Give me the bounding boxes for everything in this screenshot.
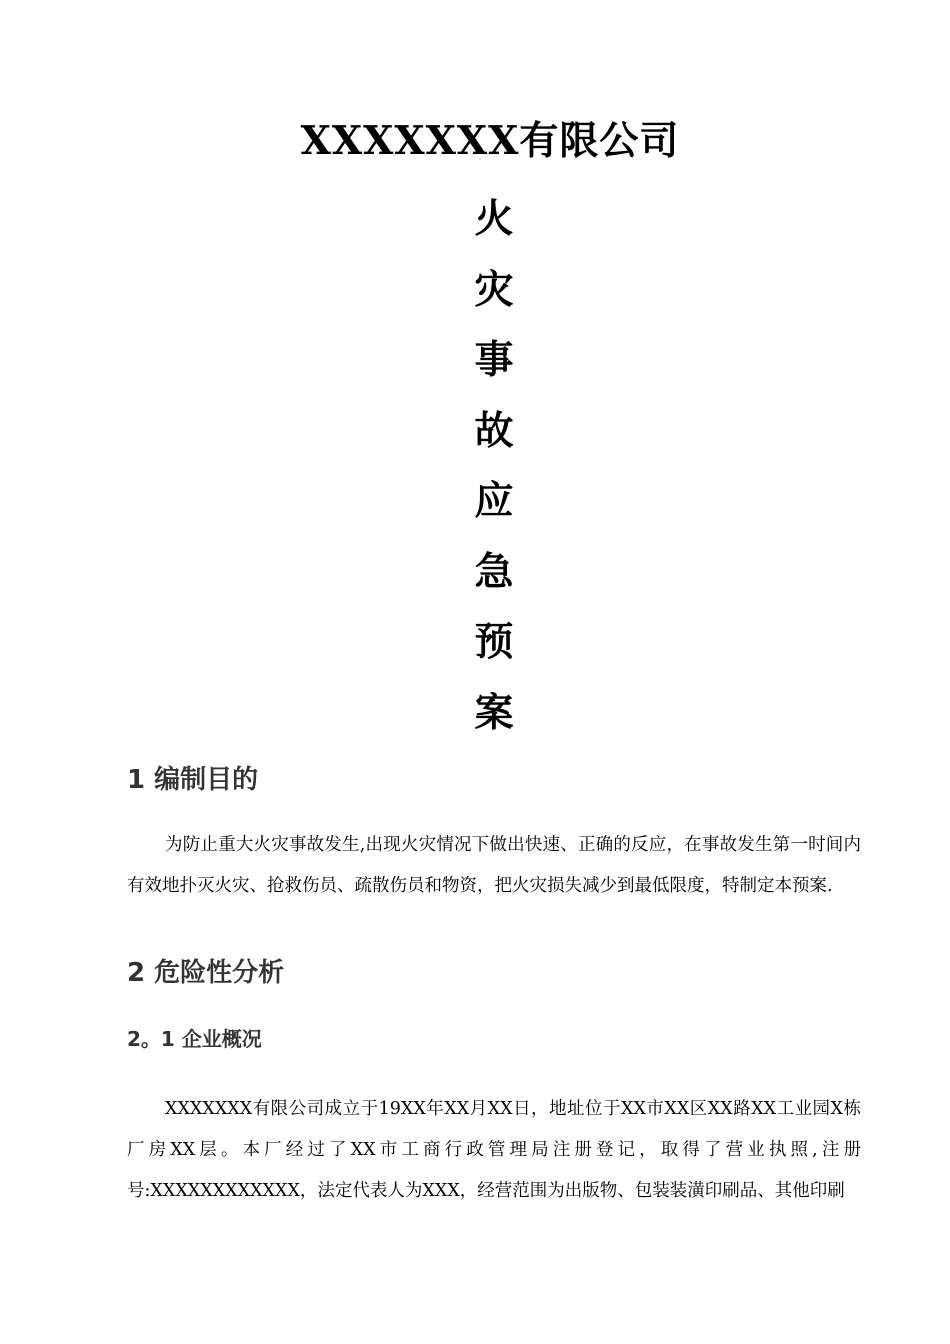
- title-char: 急: [474, 548, 514, 595]
- subsection-heading-company-overview: 2。1 企业概况: [127, 1027, 262, 1051]
- section-body-purpose: 为防止重大火灾事故发生,出现火灾情况下做出快速、正确的反应，在事故发生第一时间内有效地扑灭火灾、抢救伤员、疏散伤员和物资，把火灾损失减少到最低限度，特制定本预案.: [127, 835, 861, 896]
- title-char: 事: [474, 337, 514, 383]
- title-char: 应: [474, 478, 514, 524]
- title-char: 灾: [474, 266, 514, 313]
- subsection-body-company-overview: XXXXXXX有限公司成立于19XX年XX月XX日，地址位于XX市XX区XX路XX工业园X栋厂房XX层。本厂经过了XX市工商行政管理局注册登记，取得了营业执照,注册号:XXXXXXXXXXXX，法定代表人为XXX，经营范围为出版物、包装装潢印刷品、其他印刷: [127, 1099, 861, 1201]
- section-heading-risk-analysis: 2 危险性分析: [127, 958, 285, 988]
- company-title: XXXXXXX有限公司: [300, 118, 680, 164]
- section-heading-purpose: 1 编制目的: [127, 765, 259, 795]
- document-title-vertical: [462, 184, 526, 748]
- title-char: 火: [474, 196, 514, 242]
- title-char: 预: [474, 619, 514, 665]
- title-char: 案: [474, 689, 514, 736]
- title-char: 故: [474, 407, 514, 454]
